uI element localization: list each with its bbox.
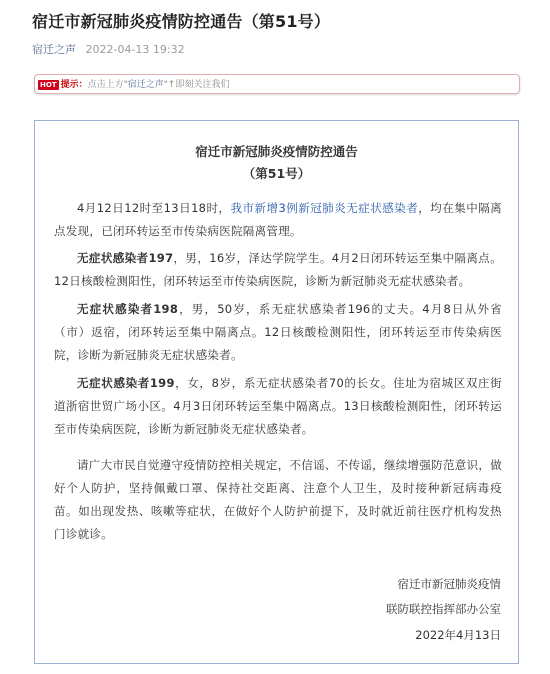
case-199-detail: ，女，8岁，系无症状感染者70的长女。住址为宿城区双庄街道浙宿世贸广场小区。4月3日闭环转运至集中隔离点。13日核酸检测阳性，闭环转运至市传染病医院，诊断为新冠肺炎无症状感染者。: [54, 376, 502, 436]
notice-title: 宿迁市新冠肺炎疫情防控通告: [195, 144, 358, 159]
tip-text-post: "↑即刻关注我们: [163, 80, 230, 90]
article-meta: [32, 41, 185, 57]
article-title: 宿迁市新冠肺炎疫情防控通告（第51号）: [32, 12, 331, 31]
tip-text-pre: 点击上方": [87, 80, 128, 90]
follow-tip-banner[interactable]: [34, 74, 520, 94]
signature-date: 2022年4月13日: [415, 628, 501, 642]
summary-highlight: 我市新增3例新冠肺炎无症状感染者: [230, 201, 419, 215]
paragraph-case-197: [54, 247, 502, 293]
notice-card: [34, 120, 519, 664]
summary-rest: ，均在集中隔离点发现，已闭环转运至市传染病医院隔离管理。: [54, 201, 502, 238]
paragraph-case-199: [54, 372, 502, 441]
tip-account-link[interactable]: 宿迁之声: [127, 80, 164, 90]
paragraph-summary: [54, 197, 502, 243]
tip-label: 提示：: [60, 80, 88, 90]
case-197-label: 无症状感染者197: [77, 251, 174, 265]
signature-org: 宿迁市新冠肺炎疫情: [397, 577, 501, 591]
signature-office: 联防联控指挥部办公室: [386, 602, 501, 616]
author-link[interactable]: 宿迁之声: [32, 43, 76, 56]
publish-date: 2022-04-13 19:32: [85, 43, 185, 56]
case-198-label: 无症状感染者198: [77, 302, 179, 316]
paragraph-case-198: [54, 298, 502, 367]
summary-time: 4月12日12时至13日18时，: [77, 201, 231, 215]
notice-number: （第51号）: [242, 166, 311, 181]
case-197-detail: ，男，16岁，泽达学院学生。4月2日闭环转运至集中隔离点。12日核酸检测阳性，闭环转运至市传染病医院，诊断为新冠肺炎无症状感染者。: [54, 251, 502, 288]
case-198-detail: ，男，50岁，系无症状感染者196的丈夫。4月8日从外省（市）返宿，闭环转运至集中隔离点。12日核酸检测阳性，闭环转运至市传染病医院，诊断为新冠肺炎无症状感染者。: [54, 302, 502, 362]
case-199-label: 无症状感染者199: [77, 376, 175, 390]
hot-badge-icon: HOT: [40, 80, 57, 89]
paragraph-advice: 请广大市民自觉遵守疫情防控相关规定，不信谣、不传谣，继续增强防范意识，做好个人防护，坚持佩戴口罩、保持社交距离、注意个人卫生，及时接种新冠病毒疫苗。如出现发热、咳嗽等症状，在做好个人防护前提下，及时就近前往医疗机构发热门诊就诊。: [54, 458, 502, 541]
